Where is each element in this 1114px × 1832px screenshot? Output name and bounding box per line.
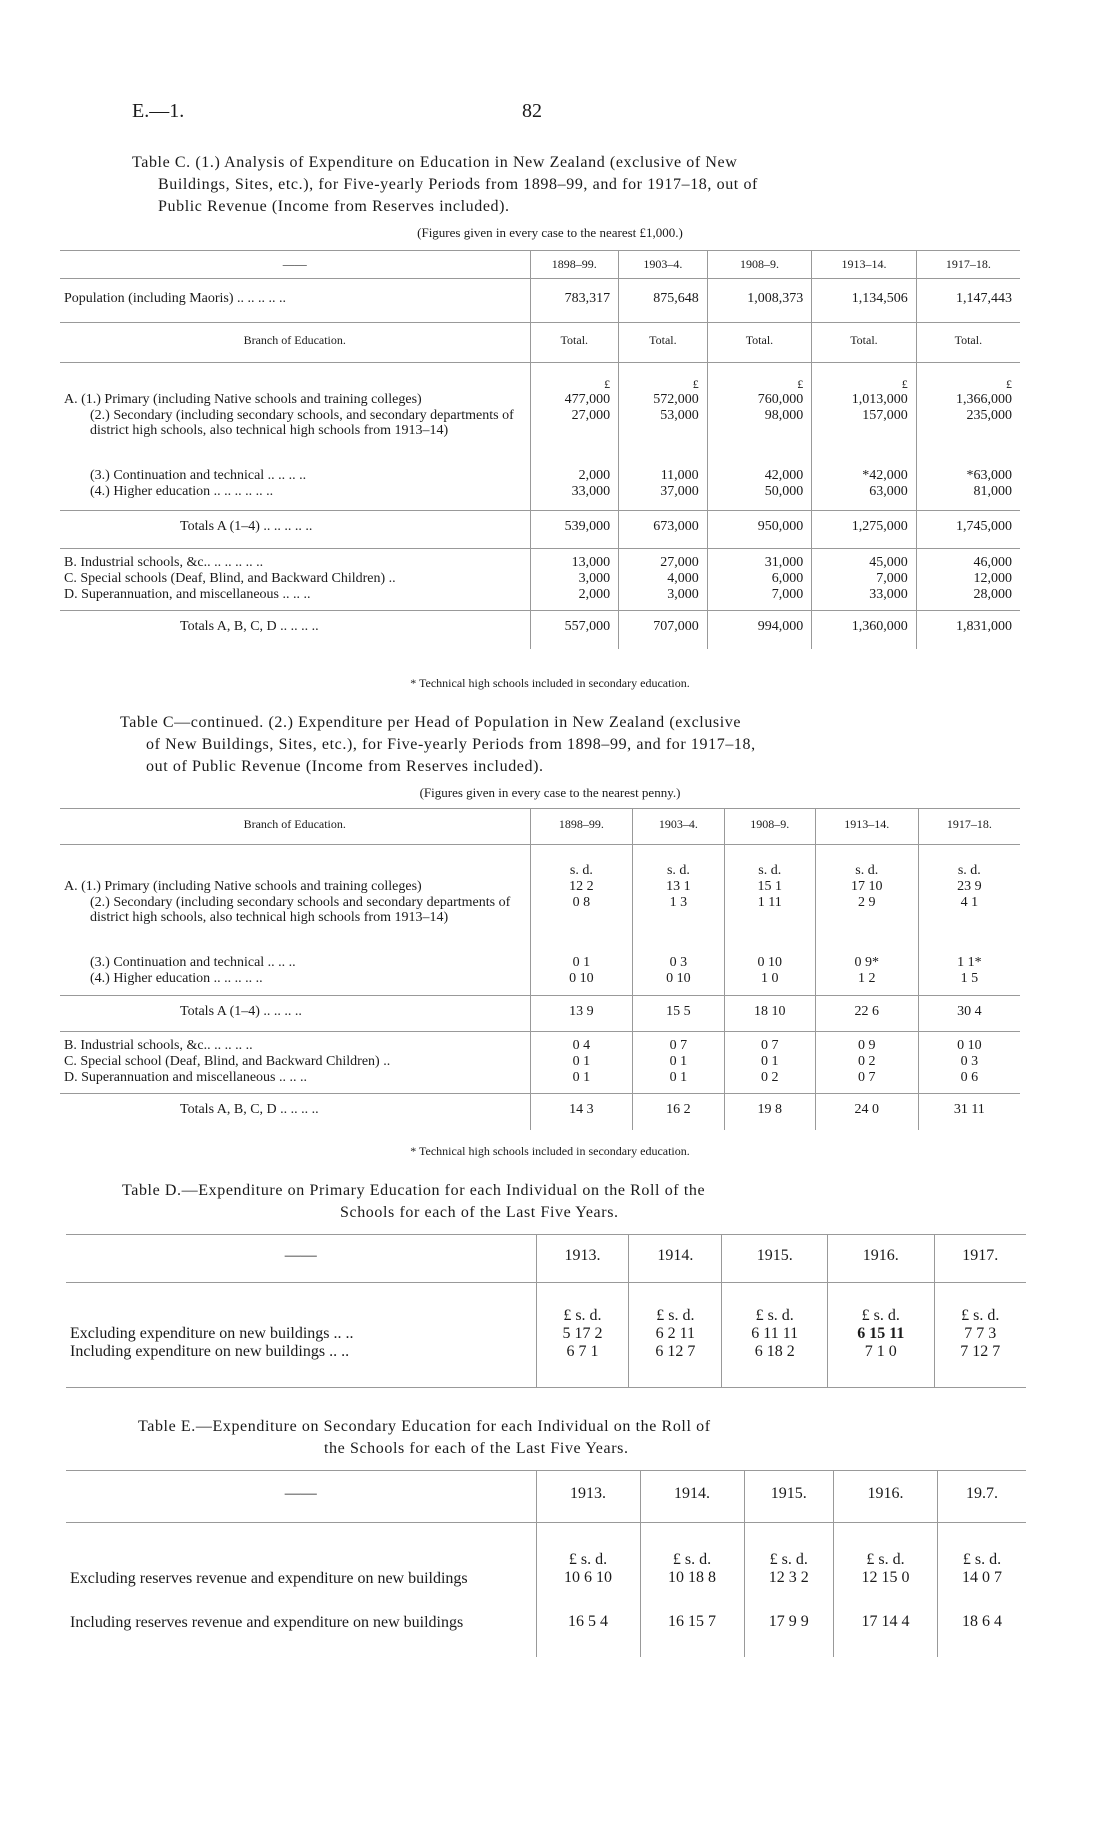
cell-value: 572,000 xyxy=(619,392,708,408)
table-c2 xyxy=(60,808,1020,1130)
cell-value: 0 6 xyxy=(918,1070,1020,1094)
cell-value: 477,000 xyxy=(530,392,619,408)
row-label: Totals A (1–4) .. .. .. .. xyxy=(180,1003,302,1019)
total-header: Total. xyxy=(916,323,1020,363)
cell-value: 1,275,000 xyxy=(812,510,917,548)
cell-value: 33,000 xyxy=(812,587,917,611)
cell-value: 28,000 xyxy=(916,587,1020,611)
table-row xyxy=(60,1031,1020,1054)
unit-label: £ s. d. xyxy=(937,1523,1026,1570)
cell-value: 0 1 xyxy=(530,1054,633,1070)
cell-value: *63,000 xyxy=(916,468,1020,484)
cell-value: 17 14 4 xyxy=(833,1613,937,1657)
cell-value: 2,000 xyxy=(530,587,619,611)
table-c1-note: (Figures given in every case to the nearest £1,000.) xyxy=(417,225,683,240)
cell-value: 7 1 0 xyxy=(828,1343,934,1387)
cell-value: 1,013,000 xyxy=(812,392,917,408)
cell-value: 7 12 7 xyxy=(934,1343,1026,1387)
cell-value: 7 7 3 xyxy=(934,1325,1026,1343)
year-header: 1914. xyxy=(629,1235,722,1283)
currency-unit: £ xyxy=(619,363,708,393)
cell-value: 33,000 xyxy=(530,484,619,510)
cell-value: 557,000 xyxy=(530,611,619,649)
table-e-title-line-2: the Schools for each of the Last Five Years. xyxy=(324,1440,629,1457)
table-row xyxy=(66,1613,1026,1657)
unit-label: s. d. xyxy=(815,845,918,880)
currency-unit: £ xyxy=(916,363,1020,393)
year-header: 1916. xyxy=(833,1471,937,1523)
row-label: B. Industrial schools, &c.. .. .. .. .. xyxy=(64,1037,253,1053)
cell-value: 4 1 xyxy=(918,895,1020,955)
table-c1 xyxy=(60,250,1020,649)
cell-value: 98,000 xyxy=(707,408,812,468)
cell-value: 1,831,000 xyxy=(916,611,1020,649)
total-header: Total. xyxy=(812,323,917,363)
cell-value: 12 15 0 xyxy=(833,1569,937,1613)
cell-value: 18 6 4 xyxy=(937,1613,1026,1657)
cell-value: 4,000 xyxy=(619,571,708,587)
unit-label: £ s. d. xyxy=(833,1523,937,1570)
cell-value: 15 5 xyxy=(633,995,724,1031)
cell-value: 27,000 xyxy=(619,548,708,571)
table-c1-footnote: * Technical high schools included in secondary education. xyxy=(410,676,690,690)
cell-value: 10 18 8 xyxy=(640,1569,744,1613)
cell-value: 539,000 xyxy=(530,510,619,548)
table-c1-title-line-3: Public Revenue (Income from Reserves included). xyxy=(158,198,510,215)
cell-value: 1 5 xyxy=(918,971,1020,995)
cell-value: *42,000 xyxy=(812,468,917,484)
cell-value: 12 3 2 xyxy=(744,1569,833,1613)
table-row xyxy=(60,1054,1020,1070)
cell-value: 994,000 xyxy=(707,611,812,649)
table-d xyxy=(66,1234,1026,1389)
table-row xyxy=(60,279,1020,323)
cell-value: 6 12 7 xyxy=(629,1343,722,1387)
branch-label: Branch of Education. xyxy=(243,333,346,347)
row-label: Totals A, B, C, D .. .. .. .. xyxy=(180,1102,319,1117)
cell-value: 760,000 xyxy=(707,392,812,408)
cell-value: 3,000 xyxy=(530,571,619,587)
cell-value: 22 6 xyxy=(815,995,918,1031)
row-label: D. Superannuation and miscellaneous .. .. .. xyxy=(64,1069,308,1085)
table-e-dash: —— xyxy=(284,1485,317,1502)
cell-value: 63,000 xyxy=(812,484,917,510)
row-label: Totals A, B, C, D .. .. .. .. xyxy=(180,619,319,634)
table-c2-note: (Figures given in every case to the nearest penny.) xyxy=(419,785,681,800)
cell-value: 31,000 xyxy=(707,548,812,571)
year-header: 1916. xyxy=(828,1235,934,1283)
cell-value: 10 6 10 xyxy=(536,1569,640,1613)
cell-value: 15 1 xyxy=(724,879,815,895)
cell-value: 7,000 xyxy=(707,587,812,611)
population-value: 1,134,506 xyxy=(812,279,917,323)
cell-value: 0 1 xyxy=(633,1054,724,1070)
table-c2-title-line-1: Table C—continued. (2.) Expenditure per Head of Population in New Zealand (exclusive xyxy=(120,714,742,731)
unit-row xyxy=(60,845,1020,880)
year-header: 1908–9. xyxy=(724,809,815,845)
cell-value: 0 10 xyxy=(633,971,724,995)
cell-value: 0 4 xyxy=(530,1031,633,1054)
cell-value: 53,000 xyxy=(619,408,708,468)
report-code: E.—1. xyxy=(132,100,185,122)
total-header: Total. xyxy=(530,323,619,363)
unit-label: s. d. xyxy=(530,845,633,880)
year-header: 1908–9. xyxy=(707,251,812,279)
year-header: 1914. xyxy=(640,1471,744,1523)
table-row xyxy=(66,1325,1026,1343)
table-row xyxy=(60,955,1020,971)
table-row-total xyxy=(60,611,1020,649)
table-row xyxy=(60,895,1020,955)
cell-value: 2,000 xyxy=(530,468,619,484)
table-row-total xyxy=(60,1094,1020,1130)
row-label: C. Special school (Deaf, Blind, and Backward Children) .. xyxy=(64,1053,391,1069)
year-header: 1915. xyxy=(722,1235,828,1283)
year-header: 1913–14. xyxy=(815,809,918,845)
row-label: A. (1.) Primary (including Native schools and training colleges) xyxy=(64,879,422,894)
row-label: (2.) Secondary (including secondary schools, and secondary departments of district high schools, also technical high schools from 1913–14) xyxy=(90,408,514,438)
row-label: (4.) Higher education .. .. .. .. .. .. xyxy=(90,484,274,499)
cell-value: 13 9 xyxy=(530,995,633,1031)
cell-value: 24 0 xyxy=(815,1094,918,1130)
cell-value: 6 18 2 xyxy=(722,1343,828,1387)
unit-label: £ s. d. xyxy=(536,1523,640,1570)
row-label: (3.) Continuation and technical .. .. .. .. xyxy=(90,468,307,483)
row-label: A. (1.) Primary (including Native schools and training colleges) xyxy=(64,392,422,407)
unit-label: £ s. d. xyxy=(536,1283,629,1326)
table-d-year-header xyxy=(66,1235,1026,1283)
cell-value: 0 7 xyxy=(815,1070,918,1094)
unit-label: s. d. xyxy=(918,845,1020,880)
cell-value: 950,000 xyxy=(707,510,812,548)
cell-value: 1 11 xyxy=(724,895,815,955)
table-e xyxy=(66,1470,1026,1657)
cell-value: 1 1* xyxy=(918,955,1020,971)
year-header: 1898–99. xyxy=(530,251,619,279)
cell-value: 12,000 xyxy=(916,571,1020,587)
year-header: 1913. xyxy=(536,1471,640,1523)
row-label: Including reserves revenue and expenditure on new buildings xyxy=(70,1614,464,1631)
row-label: (2.) Secondary (including secondary schools and secondary departments of district high schools, also technical high schools from 1913–14) xyxy=(90,895,511,925)
row-label: Excluding expenditure on new buildings .. .. xyxy=(70,1325,354,1342)
cell-value: 157,000 xyxy=(812,408,917,468)
row-label: Including expenditure on new buildings .. .. xyxy=(70,1343,350,1360)
unit-label: £ s. d. xyxy=(828,1283,934,1326)
year-header: 1917. xyxy=(934,1235,1026,1283)
table-d-title-line-1: Table D.—Expenditure on Primary Education for each Individual on the Roll of the xyxy=(122,1182,706,1199)
page-number: 82 xyxy=(522,100,542,122)
row-label: Totals A (1–4) .. .. .. .. .. xyxy=(180,518,313,534)
table-row xyxy=(60,468,1020,484)
cell-value: 45,000 xyxy=(812,548,917,571)
cell-value: 0 1 xyxy=(724,1054,815,1070)
cell-value: 1,360,000 xyxy=(812,611,917,649)
currency-unit: £ xyxy=(707,363,812,393)
table-row-subtotal xyxy=(60,995,1020,1031)
cell-value: 14 0 7 xyxy=(937,1569,1026,1613)
cell-value: 31 11 xyxy=(918,1094,1020,1130)
row-label: (3.) Continuation and technical .. .. .. xyxy=(90,955,296,970)
population-label: Population (including Maoris) .. .. .. .. .. xyxy=(64,291,287,306)
year-header: 1898–99. xyxy=(530,809,633,845)
table-c1-title-line-1: Table C. (1.) Analysis of Expenditure on Education in New Zealand (exclusive of New xyxy=(132,154,738,171)
table-row xyxy=(66,1343,1026,1387)
cell-value: 13 1 xyxy=(633,879,724,895)
cell-value: 0 1 xyxy=(530,955,633,971)
cell-value: 0 10 xyxy=(724,955,815,971)
cell-value: 0 1 xyxy=(633,1070,724,1094)
year-header: 1913. xyxy=(536,1235,629,1283)
cell-value: 0 7 xyxy=(633,1031,724,1054)
unit-label: £ s. d. xyxy=(629,1283,722,1326)
row-label: C. Special schools (Deaf, Blind, and Backward Children) .. xyxy=(64,570,396,586)
cell-value: 17 10 xyxy=(815,879,918,895)
population-value: 783,317 xyxy=(530,279,619,323)
cell-value: 707,000 xyxy=(619,611,708,649)
cell-value: 50,000 xyxy=(707,484,812,510)
cell-value: 17 9 9 xyxy=(744,1613,833,1657)
cell-value: 0 9* xyxy=(815,955,918,971)
cell-value: 11,000 xyxy=(619,468,708,484)
table-row-subtotal xyxy=(60,510,1020,548)
cell-value: 19 8 xyxy=(724,1094,815,1130)
table-row xyxy=(60,571,1020,587)
unit-row xyxy=(66,1523,1026,1570)
unit-label: £ s. d. xyxy=(722,1283,828,1326)
table-row xyxy=(66,1569,1026,1613)
year-header: 1917–18. xyxy=(916,251,1020,279)
cell-value: 673,000 xyxy=(619,510,708,548)
cell-value: 42,000 xyxy=(707,468,812,484)
table-c2-title-line-2: of New Buildings, Sites, etc.), for Five-yearly Periods from 1898–99, and for 1917–18, xyxy=(146,736,756,753)
table-row xyxy=(60,587,1020,611)
currency-row xyxy=(60,363,1020,393)
cell-value: 14 3 xyxy=(530,1094,633,1130)
cell-value: 3,000 xyxy=(619,587,708,611)
year-header: 1917–18. xyxy=(918,809,1020,845)
table-row xyxy=(60,484,1020,510)
table-row xyxy=(60,548,1020,571)
table-row xyxy=(60,879,1020,895)
row-label: Excluding reserves revenue and expenditure on new buildings xyxy=(70,1570,468,1587)
year-header: 1913–14. xyxy=(812,251,917,279)
cell-value: 27,000 xyxy=(530,408,619,468)
unit-label: £ s. d. xyxy=(640,1523,744,1570)
table-c2-year-header xyxy=(60,809,1020,845)
table-c1-dash: —— xyxy=(282,257,307,271)
table-c1-title-line-2: Buildings, Sites, etc.), for Five-yearly Periods from 1898–99, and for 1917–18, out of xyxy=(158,176,758,193)
table-row xyxy=(60,971,1020,995)
cell-value: 0 3 xyxy=(918,1054,1020,1070)
table-e-title-line-1: Table E.—Expenditure on Secondary Education for each Individual on the Roll of xyxy=(138,1418,711,1435)
table-row xyxy=(60,392,1020,408)
currency-unit: £ xyxy=(812,363,917,393)
table-c2-title-line-3: out of Public Revenue (Income from Reserves included). xyxy=(146,758,544,775)
table-d-title-line-2: Schools for each of the Last Five Years. xyxy=(340,1204,619,1221)
table-c1-branch-header xyxy=(60,323,1020,363)
currency-unit: £ xyxy=(530,363,619,393)
branch-label: Branch of Education. xyxy=(243,817,346,831)
population-value: 875,648 xyxy=(619,279,708,323)
table-d-dash: —— xyxy=(284,1247,317,1264)
cell-value: 6 15 11 xyxy=(828,1325,934,1343)
cell-value: 1 2 xyxy=(815,971,918,995)
total-header: Total. xyxy=(707,323,812,363)
cell-value: 0 3 xyxy=(633,955,724,971)
cell-value: 0 9 xyxy=(815,1031,918,1054)
year-header: 1903–4. xyxy=(633,809,724,845)
cell-value: 0 7 xyxy=(724,1031,815,1054)
cell-value: 16 2 xyxy=(633,1094,724,1130)
cell-value: 0 8 xyxy=(530,895,633,955)
cell-value: 37,000 xyxy=(619,484,708,510)
unit-label: s. d. xyxy=(633,845,724,880)
cell-value: 235,000 xyxy=(916,408,1020,468)
cell-value: 23 9 xyxy=(918,879,1020,895)
cell-value: 0 1 xyxy=(530,1070,633,1094)
table-row xyxy=(60,1070,1020,1094)
row-label: (4.) Higher education .. .. .. .. .. xyxy=(90,971,263,986)
cell-value: 6 2 11 xyxy=(629,1325,722,1343)
total-header: Total. xyxy=(619,323,708,363)
cell-value: 16 15 7 xyxy=(640,1613,744,1657)
cell-value: 6,000 xyxy=(707,571,812,587)
table-row xyxy=(60,408,1020,468)
cell-value: 1 3 xyxy=(633,895,724,955)
cell-value: 81,000 xyxy=(916,484,1020,510)
table-c2-footnote: * Technical high schools included in secondary education. xyxy=(410,1144,690,1158)
unit-row xyxy=(66,1283,1026,1326)
unit-label: s. d. xyxy=(724,845,815,880)
cell-value: 2 9 xyxy=(815,895,918,955)
cell-value: 30 4 xyxy=(918,995,1020,1031)
cell-value: 6 11 11 xyxy=(722,1325,828,1343)
cell-value: 0 10 xyxy=(918,1031,1020,1054)
cell-value: 16 5 4 xyxy=(536,1613,640,1657)
cell-value: 6 7 1 xyxy=(536,1343,629,1387)
year-header: 1903–4. xyxy=(619,251,708,279)
cell-value: 1,745,000 xyxy=(916,510,1020,548)
row-label: D. Superannuation, and miscellaneous .. .. .. xyxy=(64,586,311,602)
cell-value: 1,366,000 xyxy=(916,392,1020,408)
year-header: 19.7. xyxy=(937,1471,1026,1523)
cell-value: 12 2 xyxy=(530,879,633,895)
population-value: 1,008,373 xyxy=(707,279,812,323)
cell-value: 0 2 xyxy=(724,1070,815,1094)
row-label: B. Industrial schools, &c.. .. .. .. .. .. xyxy=(64,554,264,570)
unit-label: £ s. d. xyxy=(934,1283,1026,1326)
cell-value: 13,000 xyxy=(530,548,619,571)
table-e-year-header xyxy=(66,1471,1026,1523)
year-header: 1915. xyxy=(744,1471,833,1523)
cell-value: 1 0 xyxy=(724,971,815,995)
unit-label: £ s. d. xyxy=(744,1523,833,1570)
population-value: 1,147,443 xyxy=(916,279,1020,323)
cell-value: 5 17 2 xyxy=(536,1325,629,1343)
cell-value: 18 10 xyxy=(724,995,815,1031)
table-c1-year-header xyxy=(60,251,1020,279)
cell-value: 0 2 xyxy=(815,1054,918,1070)
cell-value: 0 10 xyxy=(530,971,633,995)
cell-value: 46,000 xyxy=(916,548,1020,571)
cell-value: 7,000 xyxy=(812,571,917,587)
